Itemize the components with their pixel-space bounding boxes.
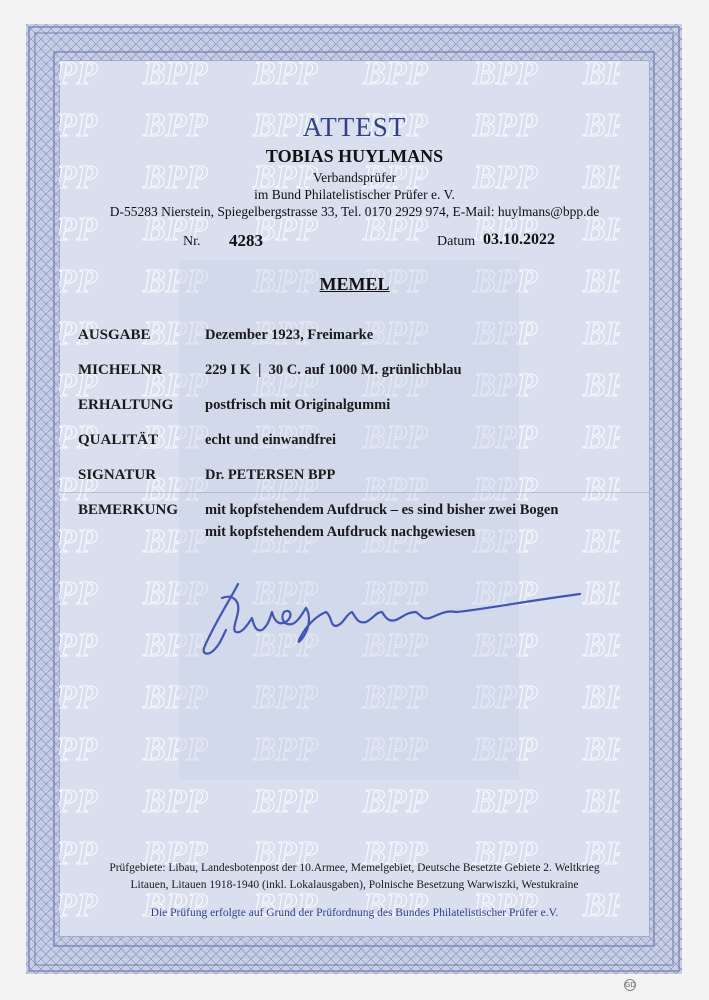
nr-label: Nr. bbox=[183, 234, 201, 249]
handwritten-signature bbox=[160, 560, 600, 670]
area-heading: MEMEL bbox=[319, 274, 390, 294]
examiner-association: im Bund Philatelistischer Prüfer e. V. bbox=[254, 187, 455, 202]
examiner-role: Verbandsprüfer bbox=[312, 170, 397, 185]
field-value-bemerkung-line2: mit kopfstehendem Aufdruck nachgewiesen bbox=[205, 524, 476, 540]
footer-line-3: Die Prüfung erfolgte auf Grund der Prüfordnung des Bundes Philatelistischer Prüfer e.V. bbox=[150, 907, 559, 919]
field-value-erhaltung: postfrisch mit Originalgummi bbox=[205, 397, 391, 413]
field-value-qualitaet: echt und einwandfrei bbox=[205, 432, 337, 448]
examiner-address: D-55283 Nierstein, Spiegelbergstrasse 33, Tel. 0170 2929 974, E-Mail: huylmans@bpp.de bbox=[109, 204, 600, 219]
field-label-michelnr: MICHELNR bbox=[78, 362, 163, 378]
footer-line-2: Litauen, Litauen 1918-1940 (inkl. Lokalausgaben), Polnische Besetzung Warwiszki, Westukraine bbox=[130, 879, 579, 891]
examiner-name: TOBIAS HUYLMANS bbox=[265, 146, 444, 166]
copyright-mark: GD bbox=[624, 979, 636, 991]
field-label-bemerkung: BEMERKUNG bbox=[78, 502, 179, 518]
footer-line-1: Prüfgebiete: Libau, Landesbotenpost der 10.Armee, Memelgebiet, Deutsche Besetzte Gebiete 2. Weltkrieg bbox=[109, 862, 600, 874]
fold-line bbox=[59, 492, 650, 493]
field-label-signatur: SIGNATUR bbox=[78, 467, 157, 483]
date-value: 03.10.2022 bbox=[483, 231, 555, 248]
field-label-erhaltung: ERHALTUNG bbox=[78, 397, 174, 413]
date-label: Datum bbox=[437, 234, 476, 249]
field-value-signatur: Dr. PETERSEN BPP bbox=[205, 467, 336, 483]
field-value-michelnr: 229 I K | 30 C. auf 1000 M. grünlichblau bbox=[205, 362, 462, 378]
field-value-ausgabe: Dezember 1923, Freimarke bbox=[205, 327, 374, 343]
field-label-qualitaet: QUALITÄT bbox=[78, 432, 159, 448]
nr-value: 4283 bbox=[229, 231, 263, 250]
field-label-ausgabe: AUSGABE bbox=[78, 327, 151, 343]
certificate-title: ATTEST bbox=[302, 112, 407, 142]
field-value-bemerkung: mit kopfstehendem Aufdruck – es sind bisher zwei Bogen bbox=[205, 502, 559, 518]
